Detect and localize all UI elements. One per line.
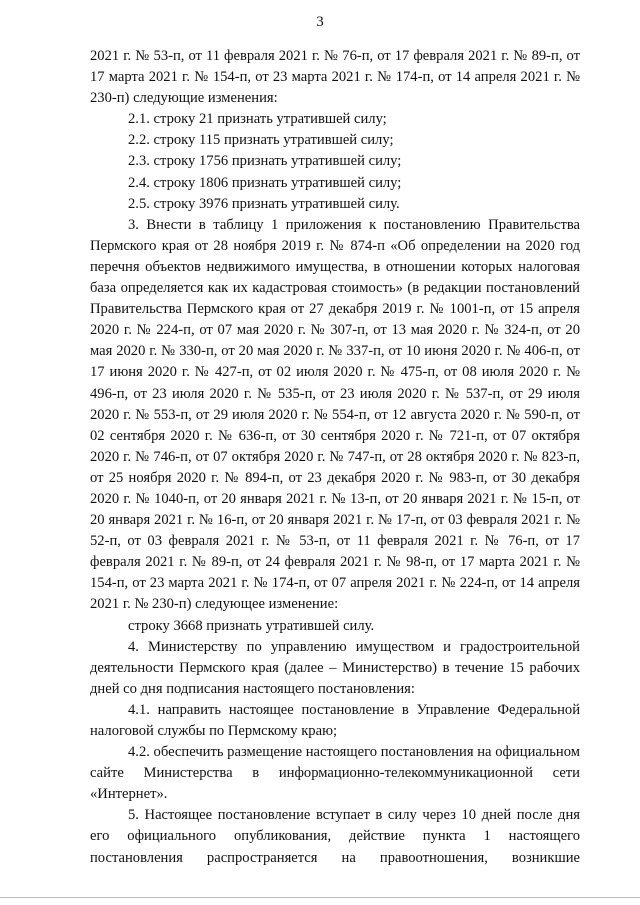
paragraph-item-2-3: 2.3. строку 1756 признать утратившей силу; (128, 153, 402, 170)
paragraph-item-3-change: строку 3668 признать утратившей силу. (128, 617, 375, 634)
paragraph-item-2-5: 2.5. строку 3976 признать утратившей силу. (128, 195, 400, 212)
paragraph-item-4-1: 4.1. направить настоящее постановление в Управление Федеральной налоговой службы по Пермскому краю; (90, 701, 580, 739)
paragraph-item-2-1: 2.1. строку 21 признать утратившей силу; (128, 111, 387, 128)
document-body (90, 46, 580, 869)
paragraph-item-3: 3. Внести в таблицу 1 приложения к постановлению Правительства Пермского края от 28 ноября 2019 г. № 874-п «Об определении на 2020 год перечня объектов недвижимого имущества, в отношении которых налоговая база определяется как их кадастровая стоимость» (в редакции постановлений Правительства Пермского края от 27 декабря 2019 г. № 1001-п, от 15 апреля 2020 г. № 224-п, от 07 мая 2020 г. № 307-п, от 13 мая 2020 г. № 324-п, от 20 мая 2020 г. № 330-п, от 20 мая 2020 г. № 337-п, от 10 июня 2020 г. № 406-п, от 17 июня 2020 г. № 427-п, от 02 июля 2020 г. № 475-п, от 08 июля 2020 г. № 496-п, от 23 июля 2020 г. № 535-п, от 23 июля 2020 г. № 537-п, от 29 июля 2020 г. № 553-п, от 29 июля 2020 г. № 554-п, от 12 августа 2020 г. № 590-п, от 02 сентября 2020 г. № 636-п, от 30 сентября 2020 г. № 721-п, от 07 октября 2020 г. № 746-п, от 07 октября 2020 г. № 747-п, от 28 октября 2020 г. № 823-п, от 25 ноября 2020 г. № 894-п, от 23 декабря 2020 г. № 983-п, от 30 декабря 2020 г. № 1040-п, от 20 января 2021 г. № 13-п, от 20 января 2021 г. № 15-п, от 20 января 2021 г. № 16-п, от 20 января 2021 г. № 17-п, от 03 февраля 2021 г. № 52-п, от 03 февраля 2021 г. № 53-п, от 11 февраля 2021 г. № 76-п, от 17 февраля 2021 г. № 89-п, от 24 февраля 2021 г. № 98-п, от 17 марта 2021 г. № 154-п, от 23 марта 2021 г. № 174-п, от 07 апреля 2021 г. № 224-п, от 14 апреля 2021 г. № 230-п) следующее изменение: (90, 216, 580, 613)
paragraph-item-2-2: 2.2. строку 115 признать утратившей силу; (128, 132, 394, 149)
paragraph-item-5: 5. Настоящее постановление вступает в силу через 10 дней после дня его официального опубликования, действие пункта 1 настоящего постановления распространяется на правоотношения, возникшие (90, 807, 580, 866)
paragraph-item-2-4: 2.4. строку 1806 признать утратившей силу; (128, 174, 402, 191)
paragraph-continuation: 2021 г. № 53-п, от 11 февраля 2021 г. № 76-п, от 17 февраля 2021 г. № 89-п, от 17 марта 2021 г. № 154-п, от 23 марта 2021 г. № 174-п, от 14 апреля 2021 г. № 230-п) следующие изменения: (90, 48, 580, 107)
paragraph-item-4: 4. Министерству по управлению имуществом и градостроительной деятельности Пермского края (далее – Министерство) в течение 15 рабочих дней со дня подписания настоящего постановления: (90, 638, 580, 697)
page-number: 3 (316, 14, 324, 30)
page-bottom-edge (0, 897, 640, 898)
paragraph-item-4-2: 4.2. обеспечить размещение настоящего постановления на официальном сайте Министерства в информационно-телекоммуникационной сети «Интернет». (90, 744, 580, 803)
